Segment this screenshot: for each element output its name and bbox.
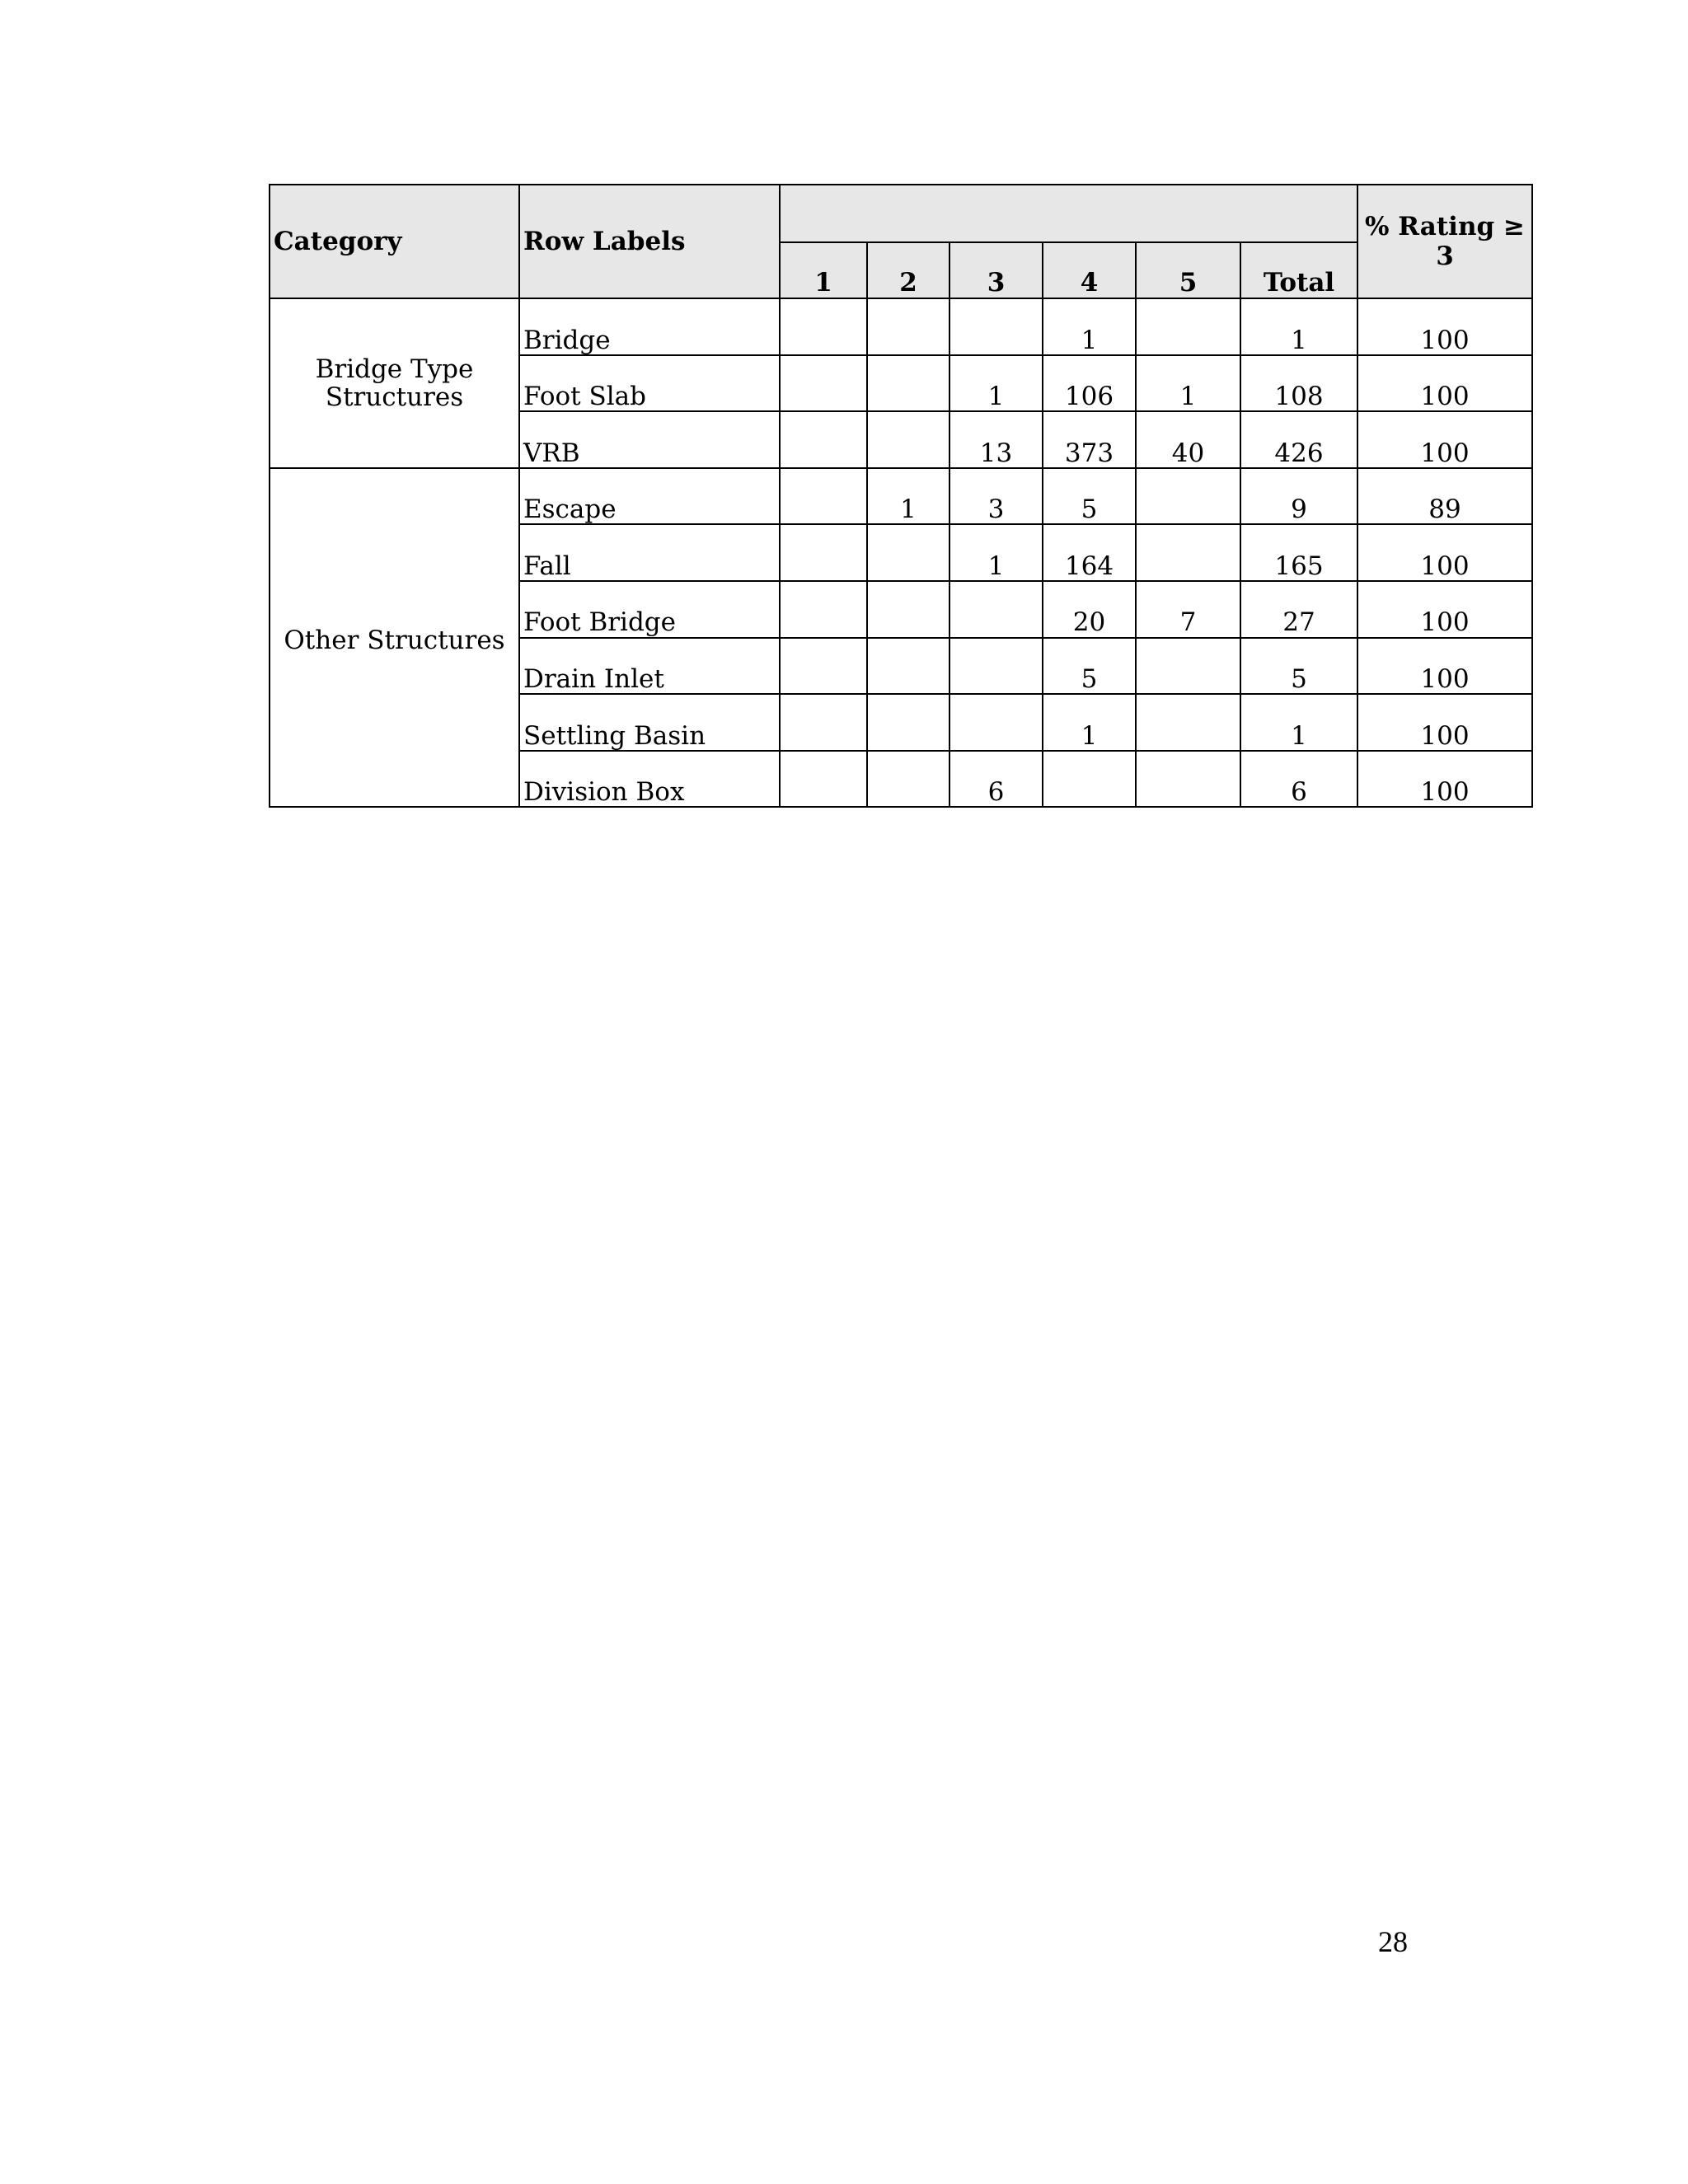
rating-1-cell xyxy=(780,355,867,412)
rating-3-cell xyxy=(950,638,1043,695)
rating-1-cell xyxy=(780,298,867,355)
table-body xyxy=(270,298,1532,807)
rating-5-cell: 40 xyxy=(1136,411,1240,468)
rating-2-cell xyxy=(867,298,950,355)
rating-3-cell: 13 xyxy=(950,411,1043,468)
row-label-cell: Settling Basin xyxy=(519,694,780,751)
rating-3-header: 3 xyxy=(950,242,1043,298)
rating-3-cell: 1 xyxy=(950,355,1043,412)
rating-1-cell xyxy=(780,694,867,751)
rating-1-cell xyxy=(780,638,867,695)
rating-5-cell: 7 xyxy=(1136,581,1240,638)
rating-5-cell xyxy=(1136,751,1240,808)
row-label-cell: Foot Slab xyxy=(519,355,780,412)
total-cell: 165 xyxy=(1240,524,1357,581)
percent-rating-cell: 100 xyxy=(1357,298,1532,355)
total-cell: 108 xyxy=(1240,355,1357,412)
percent-rating-cell: 100 xyxy=(1357,355,1532,412)
row-label-cell: Escape xyxy=(519,468,780,525)
row-label-cell: Foot Bridge xyxy=(519,581,780,638)
rating-2-header: 2 xyxy=(867,242,950,298)
rating-5-header: 5 xyxy=(1136,242,1240,298)
percent-rating-cell: 100 xyxy=(1357,638,1532,695)
category-cell: Other Structures xyxy=(270,468,519,808)
total-cell: 1 xyxy=(1240,694,1357,751)
rating-4-cell: 373 xyxy=(1043,411,1136,468)
table-row xyxy=(270,298,1532,355)
rating-1-cell xyxy=(780,751,867,808)
rating-5-cell: 1 xyxy=(1136,355,1240,412)
rating-2-cell xyxy=(867,694,950,751)
rating-4-header: 4 xyxy=(1043,242,1136,298)
percent-rating-header: % Rating ≥ 3 xyxy=(1357,185,1532,298)
total-header: Total xyxy=(1240,242,1357,298)
header-row-top xyxy=(270,185,1532,242)
rating-3-cell xyxy=(950,581,1043,638)
rating-4-cell: 20 xyxy=(1043,581,1136,638)
row-label-cell: Bridge xyxy=(519,298,780,355)
page-number: 28 xyxy=(1378,1925,1408,1958)
rating-1-cell xyxy=(780,524,867,581)
rating-4-cell xyxy=(1043,751,1136,808)
percent-rating-cell: 100 xyxy=(1357,524,1532,581)
rating-3-cell xyxy=(950,694,1043,751)
rating-4-cell: 164 xyxy=(1043,524,1136,581)
rating-4-cell: 1 xyxy=(1043,694,1136,751)
rating-1-cell xyxy=(780,411,867,468)
rating-4-cell: 5 xyxy=(1043,638,1136,695)
row-label-cell: Drain Inlet xyxy=(519,638,780,695)
rating-1-cell xyxy=(780,581,867,638)
row-label-cell: VRB xyxy=(519,411,780,468)
rating-4-cell: 106 xyxy=(1043,355,1136,412)
rating-2-cell xyxy=(867,524,950,581)
table-row xyxy=(270,468,1532,525)
rating-2-cell xyxy=(867,751,950,808)
total-cell: 426 xyxy=(1240,411,1357,468)
percent-rating-cell: 100 xyxy=(1357,581,1532,638)
row-labels-header: Row Labels xyxy=(519,185,780,298)
rating-1-cell xyxy=(780,468,867,525)
category-header: Category xyxy=(270,185,519,298)
rating-4-cell: 1 xyxy=(1043,298,1136,355)
category-cell: Bridge Type Structures xyxy=(270,298,519,468)
total-cell: 27 xyxy=(1240,581,1357,638)
total-cell: 6 xyxy=(1240,751,1357,808)
total-cell: 5 xyxy=(1240,638,1357,695)
rating-summary-table xyxy=(269,184,1533,808)
row-label-cell: Division Box xyxy=(519,751,780,808)
percent-rating-cell: 100 xyxy=(1357,751,1532,808)
percent-rating-cell: 100 xyxy=(1357,694,1532,751)
rating-3-cell xyxy=(950,298,1043,355)
rating-2-cell xyxy=(867,411,950,468)
rating-5-cell xyxy=(1136,468,1240,525)
rating-5-cell xyxy=(1136,694,1240,751)
percent-rating-cell: 89 xyxy=(1357,468,1532,525)
rating-2-cell xyxy=(867,355,950,412)
rating-2-cell: 1 xyxy=(867,468,950,525)
total-cell: 1 xyxy=(1240,298,1357,355)
percent-rating-cell: 100 xyxy=(1357,411,1532,468)
rating-group-header xyxy=(780,185,1357,242)
rating-1-header: 1 xyxy=(780,242,867,298)
rating-4-cell: 5 xyxy=(1043,468,1136,525)
rating-2-cell xyxy=(867,638,950,695)
total-cell: 9 xyxy=(1240,468,1357,525)
rating-5-cell xyxy=(1136,298,1240,355)
rating-2-cell xyxy=(867,581,950,638)
rating-3-cell: 1 xyxy=(950,524,1043,581)
row-label-cell: Fall xyxy=(519,524,780,581)
rating-3-cell: 3 xyxy=(950,468,1043,525)
rating-3-cell: 6 xyxy=(950,751,1043,808)
rating-5-cell xyxy=(1136,638,1240,695)
rating-5-cell xyxy=(1136,524,1240,581)
